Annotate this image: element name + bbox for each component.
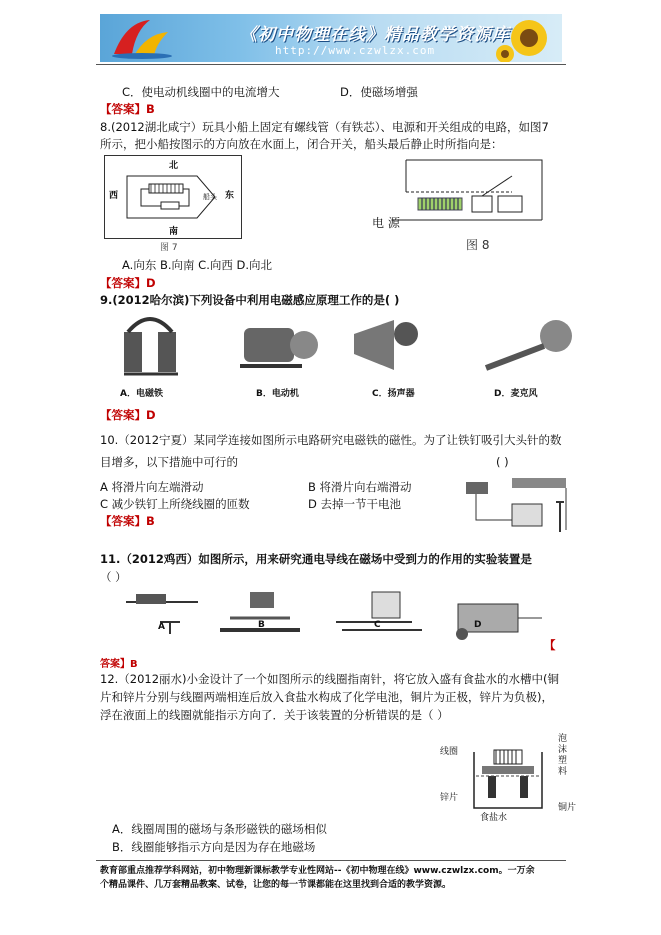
header-divider [96, 64, 566, 65]
q9-caption-b: B．电动机 [256, 389, 299, 399]
q11-label-c: C [374, 620, 381, 630]
header-banner [100, 14, 562, 62]
q12-coil-label: 线圈 [440, 747, 459, 757]
q12-option-a: A．线圈周围的磁场与条形磁铁的磁场相似 [112, 822, 327, 836]
loudspeaker-icon [348, 314, 428, 376]
q7-answer: 【答案】B [100, 102, 155, 116]
q10-option-d: D 去掉一节干电池 [308, 497, 402, 511]
figure-7-boat [104, 155, 242, 239]
q10-paren: ( ) [496, 455, 509, 469]
q12-stem-line2: 片和锌片分别与线圈两端相连后放入食盐水构成了化学电池，铜片为正极，锌片为负极)， [100, 690, 553, 704]
q8-stem-line1: 8.(2012湖北咸宁）玩具小船上固定有螺线管（有铁芯）、电源和开关组成的电路，如图7 [100, 120, 549, 134]
q8-stem-line2: 所示，把小船按图示的方向放在水面上，闭合开关，船头最后静止时所指向是： [100, 137, 503, 151]
q8-options: A.向东 B.向南 C.向西 D.向北 [122, 258, 273, 272]
q10-option-a: A 将滑片向左端滑动 [100, 480, 204, 494]
q12-salt-water-label: 食盐水 [480, 813, 508, 823]
q9-caption-d: D．麦克风 [494, 389, 538, 399]
electromagnet-icon [118, 312, 188, 378]
apparatus-b-icon [210, 588, 314, 638]
q12-option-b: B．线圈能够指示方向是因为存在地磁场 [112, 840, 316, 854]
q12-zinc-label: 锌片 [440, 793, 459, 803]
electric-motor-icon [232, 318, 322, 374]
footer-line2: 个精品课件、几万套精品教案、试卷，让您的每一节课都能在这里找到合适的教学资源。 [100, 880, 452, 890]
q11-stem-line2: （ ） [100, 570, 127, 584]
apparatus-c-icon [322, 588, 432, 640]
apparatus-a-icon [122, 588, 204, 640]
q11-label-d: D [474, 620, 482, 630]
q11-stem-line1: 11.（2012鸡西）如图所示，用来研究通电导线在磁场中受到力的作用的实验装置是 [100, 552, 532, 566]
q9-stem: 9.(2012哈尔滨)下列设备中利用电磁感应原理工作的是( ) [100, 293, 400, 307]
figure-8-boat [372, 158, 544, 235]
q11-answer: 答案】B [100, 659, 138, 670]
fig7-west-label: 西 [109, 191, 119, 201]
q12-foam-label: 泡 沫 塑 料 [558, 734, 568, 777]
site-title: 《初中物理在线》精品教学资源库 [240, 25, 510, 45]
fig7-south-label: 南 [169, 227, 179, 237]
q7-option-d: D．使磁场增强 [340, 85, 418, 99]
fig8-power-label: 电 源 [372, 216, 400, 230]
electromagnet-circuit-icon [456, 472, 580, 542]
q10-option-c: C 减少铁钉上所绕线圈的匝数 [100, 497, 250, 511]
q10-answer: 【答案】B [100, 514, 155, 528]
q12-stem-line1: 12.（2012丽水)小金设计了一个如图所示的线圈指南针，将它放入盛有食盐水的水槽中(铜 [100, 672, 560, 686]
q11-label-a: A [158, 622, 165, 632]
footer-divider [96, 860, 566, 861]
microphone-icon [476, 316, 576, 372]
fig8-caption: 图 8 [466, 238, 490, 252]
q12-copper-label: 铜片 [558, 803, 577, 813]
footer-line1: 教育部重点推荐学科网站，初中物理新课标教学专业性网站--《初中物理在线》www.czwlzx.com。一万余 [100, 866, 535, 876]
fig7-north-label: 北 [169, 161, 179, 171]
q10-option-b: B 将滑片向右端滑动 [308, 480, 412, 494]
q12-stem-line3: 浮在液面上的线圈就能指示方向了．关于该装置的分析错误的是（ ） [100, 708, 449, 722]
q7-option-c: C．使电动机线圈中的电流增大 [122, 85, 280, 99]
fig7-caption: 图 7 [160, 243, 178, 253]
fig7-bow-label: 船头 [203, 193, 217, 201]
q9-answer: 【答案】D [100, 408, 156, 422]
coil-compass-icon [468, 742, 548, 812]
site-logo-icon [106, 16, 176, 60]
apparatus-d-icon [438, 588, 548, 644]
fig7-east-label: 东 [225, 191, 235, 201]
q8-answer: 【答案】D [100, 276, 156, 290]
site-url[interactable]: http://www.czwlzx.com [275, 44, 436, 57]
q11-label-b: B [258, 620, 265, 630]
q11-bracket: 【 [544, 638, 556, 652]
q9-caption-c: C．扬声器 [372, 389, 415, 399]
q10-stem-line1: 10.（2012宁夏）某同学连接如图所示电路研究电磁铁的磁性。为了让铁钉吸引大头针的数 [100, 433, 562, 447]
q9-caption-a: A．电磁铁 [120, 389, 163, 399]
q10-stem-line2: 目增多，以下措施中可行的 [100, 455, 238, 469]
